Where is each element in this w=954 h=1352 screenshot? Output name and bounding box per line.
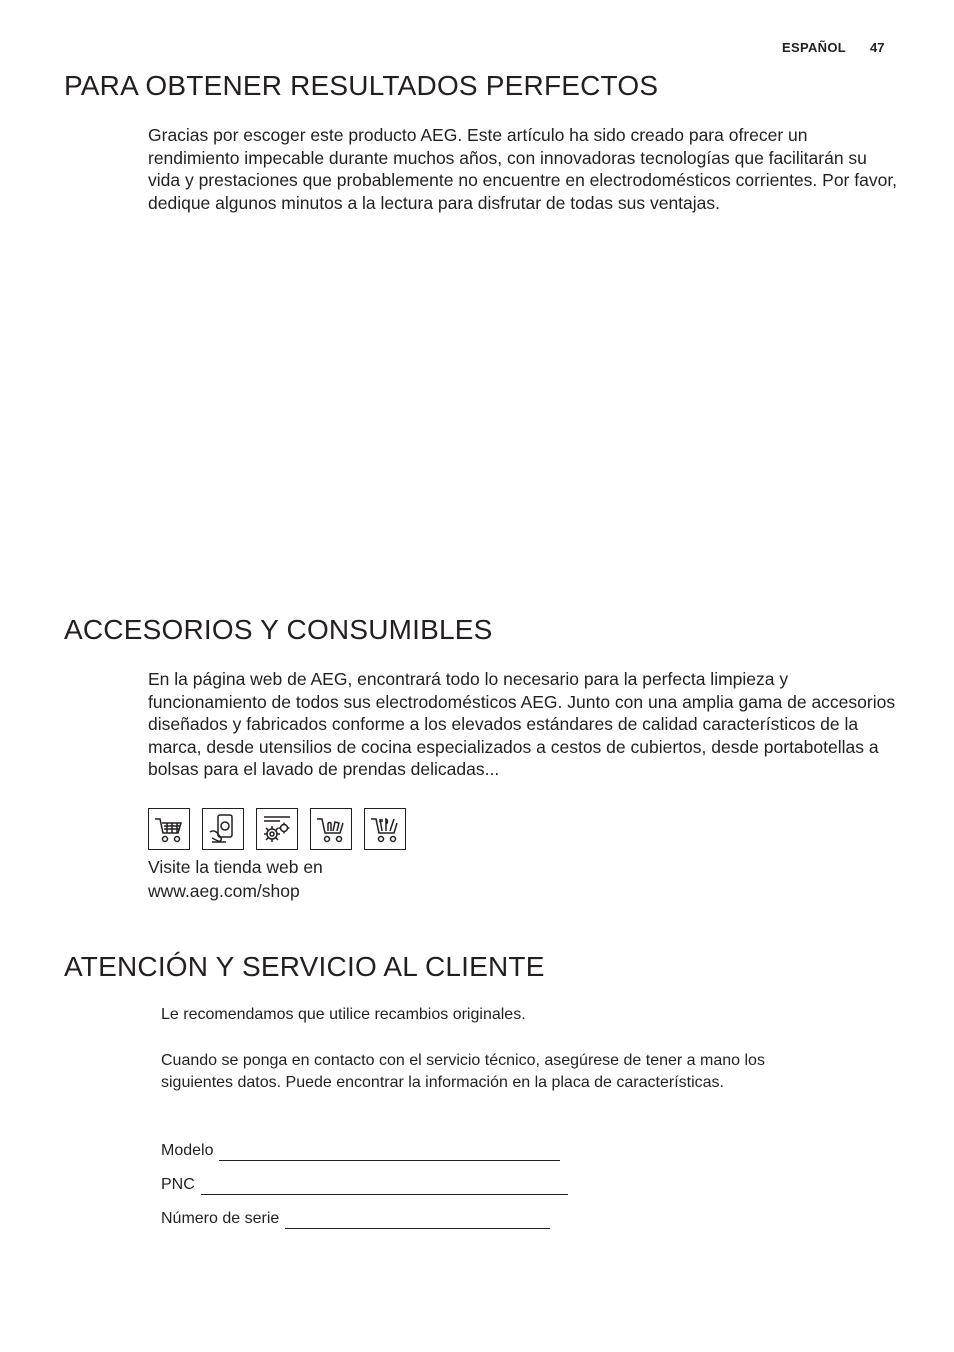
shop-visit-line1: Visite la tienda web en bbox=[148, 857, 323, 877]
cleaning-products-cart-icon bbox=[310, 808, 352, 850]
serial-field bbox=[161, 1209, 550, 1229]
section-body-accessories: En la página web de AEG, encontrará todo lo necesario para la perfecta limpieza y funcionamiento de todos sus electrodomésticos AEG. Junto con una amplia gama de accesorios diseñados y fabricados conforme a los elevados estándares de calidad característicos de la marca, desde utensilios de cocina especializados a cestos de cubiertos, desde portabotellas a bolsas para el lavado de prendas delicadas... bbox=[148, 669, 896, 780]
model-field bbox=[161, 1141, 560, 1161]
spare-parts-gear-icon bbox=[256, 808, 298, 850]
shop-url-link[interactable]: www.aeg.com/shop bbox=[148, 881, 300, 901]
shopping-cart-icon bbox=[148, 808, 190, 850]
contact-text: Cuando se ponga en contacto con el servicio técnico, asegúrese de tener a mano los siguientes datos. Puede encontrar la información en la placa de características. bbox=[161, 1052, 765, 1091]
pnc-field bbox=[161, 1175, 568, 1195]
serial-blank-line bbox=[285, 1214, 550, 1229]
pnc-blank-line bbox=[201, 1180, 568, 1195]
recommend-text: Le recomendamos que utilice recambios originales. bbox=[161, 1006, 526, 1023]
model-blank-line bbox=[219, 1146, 560, 1161]
model-label: Modelo bbox=[161, 1142, 214, 1159]
section-title-accessories: ACCESORIOS Y CONSUMIBLES bbox=[64, 614, 493, 645]
service-phone-icon bbox=[202, 808, 244, 850]
shop-visit-text bbox=[148, 855, 323, 903]
shop-icons-row bbox=[148, 808, 406, 850]
page-number: 47 bbox=[870, 40, 885, 55]
section-title-results: PARA OBTENER RESULTADOS PERFECTOS bbox=[64, 70, 659, 101]
section-body-results: Gracias por escoger este producto AEG. Este artículo ha sido creado para ofrecer un rendimiento impecable durante muchos años, con innovadoras tecnologías que facilitarán su vida y prestaciones que probablemente no encuentre en electrodomésticos corrientes. Por favor, dedique algunos minutos a la lectura para disfrutar de todas sus ventajas. bbox=[148, 125, 898, 213]
serial-label: Número de serie bbox=[161, 1210, 280, 1227]
header-language: ESPAÑOL bbox=[782, 40, 846, 55]
section-title-customer-service: ATENCIÓN Y SERVICIO AL CLIENTE bbox=[64, 951, 545, 982]
pnc-label: PNC bbox=[161, 1176, 195, 1193]
kitchen-utensils-cart-icon bbox=[364, 808, 406, 850]
